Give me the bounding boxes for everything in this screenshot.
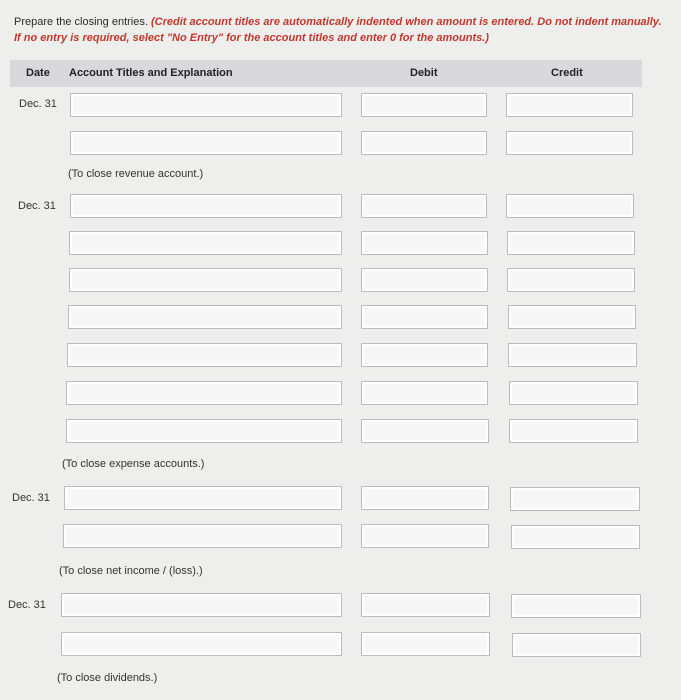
table-header	[10, 60, 642, 87]
header-debit: Debit	[410, 67, 438, 79]
entry-2-credit-6[interactable]	[509, 381, 638, 405]
entry-4-note: (To close dividends.)	[57, 672, 158, 684]
entry-1-debit-1[interactable]	[361, 93, 487, 117]
entry-2-debit-7[interactable]	[361, 419, 489, 443]
entry-4-account-2[interactable]	[61, 632, 342, 656]
entry-4-credit-1[interactable]	[511, 594, 641, 618]
entry-2-debit-4[interactable]	[361, 305, 488, 329]
entry-2-account-6[interactable]	[66, 381, 342, 405]
entry-4-debit-2[interactable]	[361, 632, 490, 656]
entry-2-account-2[interactable]	[69, 231, 342, 255]
entry-2-credit-7[interactable]	[509, 419, 638, 443]
instructions-text: Prepare the closing entries.	[14, 16, 151, 28]
header-account: Account Titles and Explanation	[69, 67, 233, 79]
entry-2-debit-2[interactable]	[361, 231, 488, 255]
entry-3-credit-1[interactable]	[510, 487, 640, 511]
entry-3-account-2[interactable]	[63, 524, 342, 548]
entry-2-credit-4[interactable]	[508, 305, 636, 329]
entry-4-debit-1[interactable]	[361, 593, 490, 617]
entry-1-account-1[interactable]	[70, 93, 342, 117]
entry-2-date: Dec. 31	[18, 200, 56, 212]
entry-2-account-4[interactable]	[68, 305, 342, 329]
entry-3-credit-2[interactable]	[511, 525, 640, 549]
entry-1-date: Dec. 31	[19, 98, 57, 110]
header-date: Date	[26, 67, 50, 79]
entry-4-date: Dec. 31	[8, 599, 46, 611]
entry-1-credit-1[interactable]	[506, 93, 633, 117]
entry-3-debit-2[interactable]	[361, 524, 489, 548]
entry-2-credit-2[interactable]	[507, 231, 635, 255]
entry-2-note: (To close expense accounts.)	[62, 458, 205, 470]
entry-2-debit-5[interactable]	[361, 343, 488, 367]
entry-2-credit-3[interactable]	[507, 268, 635, 292]
entry-2-credit-5[interactable]	[508, 343, 637, 367]
entry-3-note: (To close net income / (loss).)	[59, 565, 203, 577]
entry-3-debit-1[interactable]	[361, 486, 489, 510]
entry-2-account-5[interactable]	[67, 343, 342, 367]
entry-4-credit-2[interactable]	[512, 633, 641, 657]
entry-1-note: (To close revenue account.)	[68, 168, 204, 180]
entry-2-account-1[interactable]	[70, 194, 342, 218]
entry-3-account-1[interactable]	[64, 486, 342, 510]
entry-3-date: Dec. 31	[12, 492, 50, 504]
entry-2-debit-3[interactable]	[361, 268, 488, 292]
entry-1-credit-2[interactable]	[506, 131, 633, 155]
instructions-emphasis: (Credit account titles are automatically indented when amount is entered. Do not indent manually. If no entry is required, select "No Entry" for the account titles and enter 0 for the amounts.)	[14, 16, 662, 44]
entry-2-credit-1[interactable]	[506, 194, 634, 218]
instructions	[14, 14, 664, 46]
entry-2-debit-1[interactable]	[361, 194, 487, 218]
entry-2-account-7[interactable]	[66, 419, 342, 443]
entry-2-account-3[interactable]	[69, 268, 342, 292]
entry-4-account-1[interactable]	[61, 593, 342, 617]
entry-1-account-2[interactable]	[70, 131, 342, 155]
entry-1-debit-2[interactable]	[361, 131, 487, 155]
header-credit: Credit	[551, 67, 583, 79]
entry-2-debit-6[interactable]	[361, 381, 488, 405]
